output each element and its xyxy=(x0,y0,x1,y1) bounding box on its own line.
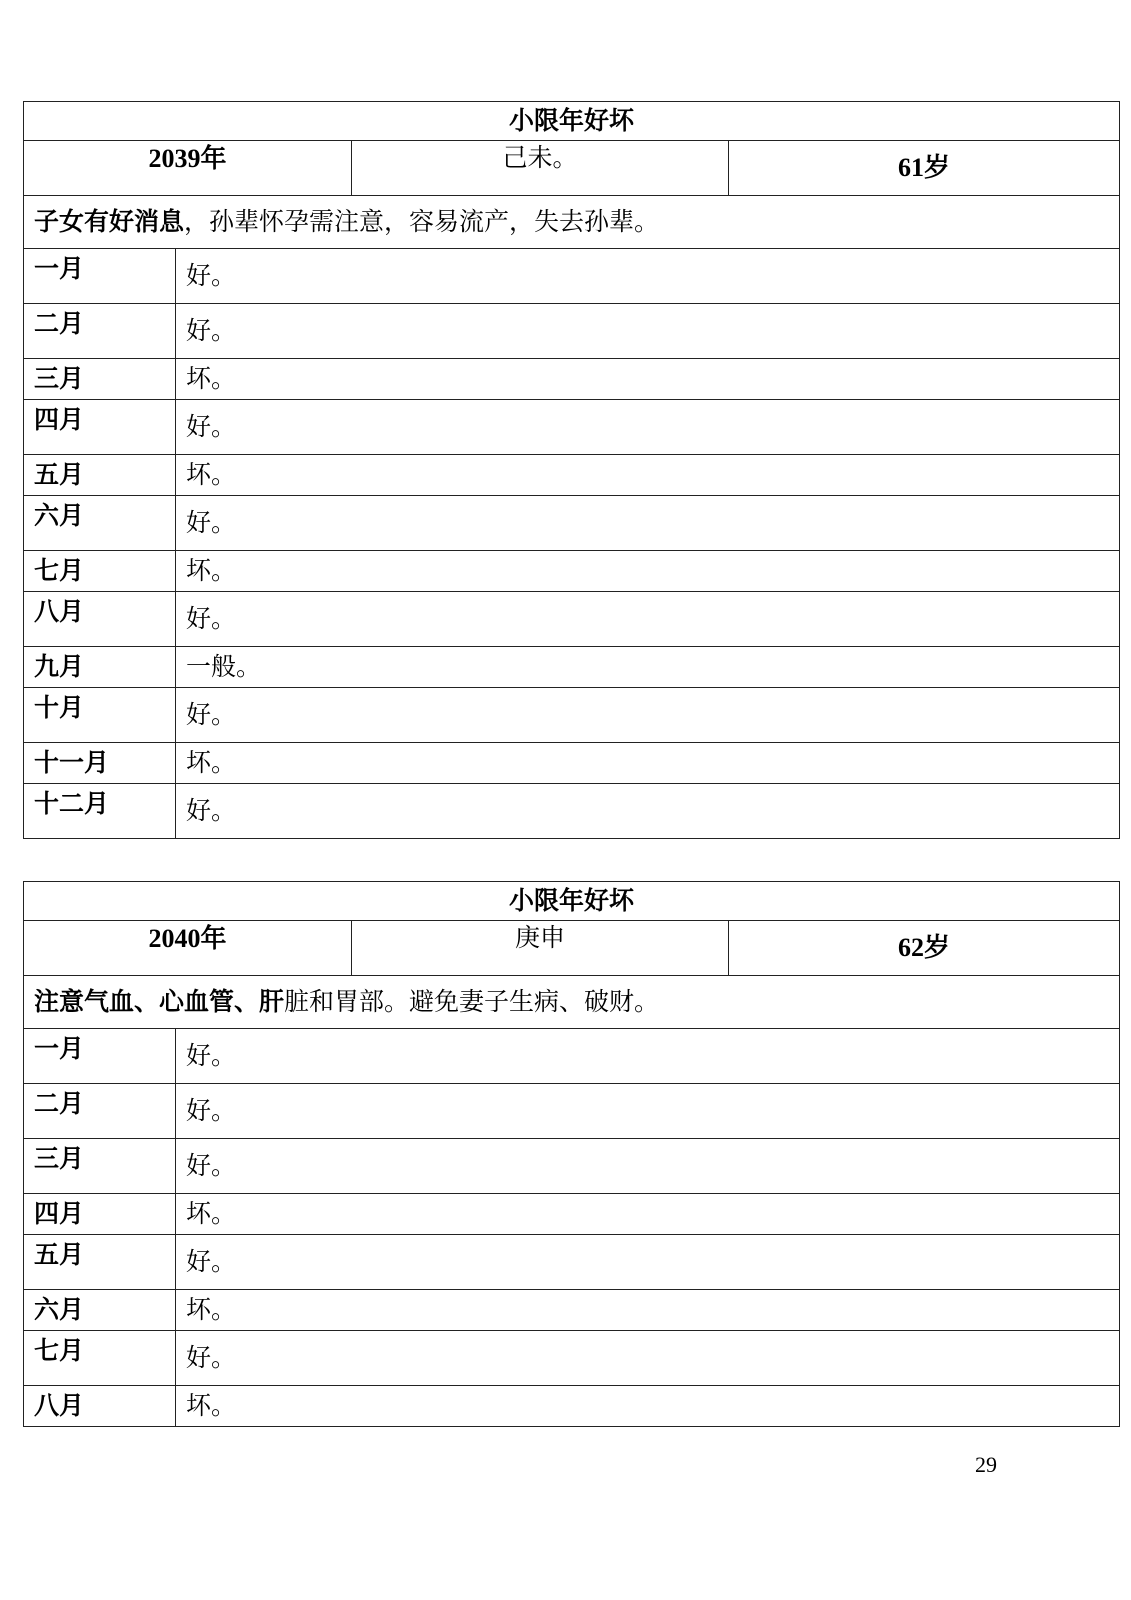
ganzhi-cell: 庚申 xyxy=(352,921,729,976)
month-label: 二月 xyxy=(24,304,176,359)
table-row xyxy=(24,551,1120,592)
month-status: 坏。 xyxy=(176,1290,1120,1331)
year-note xyxy=(24,976,1120,1029)
month-label: 六月 xyxy=(24,496,176,551)
month-status: 坏。 xyxy=(176,1194,1120,1235)
table-row xyxy=(24,496,1120,551)
table-row xyxy=(24,1331,1120,1386)
month-label: 九月 xyxy=(24,647,176,688)
table-row xyxy=(24,784,1120,839)
month-status: 好。 xyxy=(176,496,1120,551)
month-status: 好。 xyxy=(176,688,1120,743)
month-label: 十一月 xyxy=(24,743,176,784)
year-note-bold: 子女有好消息 xyxy=(34,207,185,236)
table-row xyxy=(24,688,1120,743)
month-status: 好。 xyxy=(176,1331,1120,1386)
year-note-text: 脏和胃部。避免妻子生病、破财。 xyxy=(284,987,660,1016)
page-number: 29 xyxy=(975,1452,997,1477)
month-status: 坏。 xyxy=(176,743,1120,784)
year-cell: 2040年 xyxy=(24,921,352,976)
table-row xyxy=(24,1386,1120,1427)
month-status: 好。 xyxy=(176,249,1120,304)
month-status: 好。 xyxy=(176,1235,1120,1290)
month-label: 八月 xyxy=(24,1386,176,1427)
table-row xyxy=(24,455,1120,496)
month-label: 一月 xyxy=(24,1029,176,1084)
month-status: 好。 xyxy=(176,1029,1120,1084)
table-title: 小限年好坏 xyxy=(24,102,1120,141)
month-label: 一月 xyxy=(24,249,176,304)
month-status: 好。 xyxy=(176,592,1120,647)
table-title: 小限年好坏 xyxy=(24,882,1120,921)
month-status: 好。 xyxy=(176,1084,1120,1139)
table-row xyxy=(24,743,1120,784)
table-row xyxy=(24,1290,1120,1331)
table-row xyxy=(24,592,1120,647)
month-label: 十月 xyxy=(24,688,176,743)
month-status: 坏。 xyxy=(176,551,1120,592)
month-status: 好。 xyxy=(176,784,1120,839)
month-status: 好。 xyxy=(176,1139,1120,1194)
year-note-text: ，孙辈怀孕需注意，容易流产，失去孙辈。 xyxy=(184,207,660,236)
month-label: 六月 xyxy=(24,1290,176,1331)
table-row xyxy=(24,1194,1120,1235)
table-row xyxy=(24,1139,1120,1194)
ganzhi-cell: 己未。 xyxy=(352,141,729,196)
month-status: 一般。 xyxy=(176,647,1120,688)
table-row xyxy=(24,304,1120,359)
year-table-2039 xyxy=(23,101,1120,839)
month-label: 五月 xyxy=(24,1235,176,1290)
month-label: 七月 xyxy=(24,551,176,592)
month-label: 七月 xyxy=(24,1331,176,1386)
table-row xyxy=(24,400,1120,455)
month-status: 好。 xyxy=(176,400,1120,455)
year-cell: 2039年 xyxy=(24,141,352,196)
age-cell: 62岁 xyxy=(729,921,1120,976)
year-note xyxy=(24,196,1120,249)
month-label: 四月 xyxy=(24,400,176,455)
month-status: 好。 xyxy=(176,304,1120,359)
month-label: 八月 xyxy=(24,592,176,647)
table-row xyxy=(24,1235,1120,1290)
age-cell: 61岁 xyxy=(729,141,1120,196)
month-label: 三月 xyxy=(24,1139,176,1194)
year-table-2040 xyxy=(23,881,1120,1427)
table-row xyxy=(24,1029,1120,1084)
month-label: 三月 xyxy=(24,359,176,400)
month-status: 坏。 xyxy=(176,455,1120,496)
month-status: 坏。 xyxy=(176,1386,1120,1427)
month-label: 十二月 xyxy=(24,784,176,839)
table-row xyxy=(24,359,1120,400)
month-label: 二月 xyxy=(24,1084,176,1139)
table-row xyxy=(24,1084,1120,1139)
month-label: 五月 xyxy=(24,455,176,496)
month-label: 四月 xyxy=(24,1194,176,1235)
table-row xyxy=(24,647,1120,688)
year-note-bold: 注意气血、心血管、肝 xyxy=(34,987,285,1016)
month-status: 坏。 xyxy=(176,359,1120,400)
table-row xyxy=(24,249,1120,304)
